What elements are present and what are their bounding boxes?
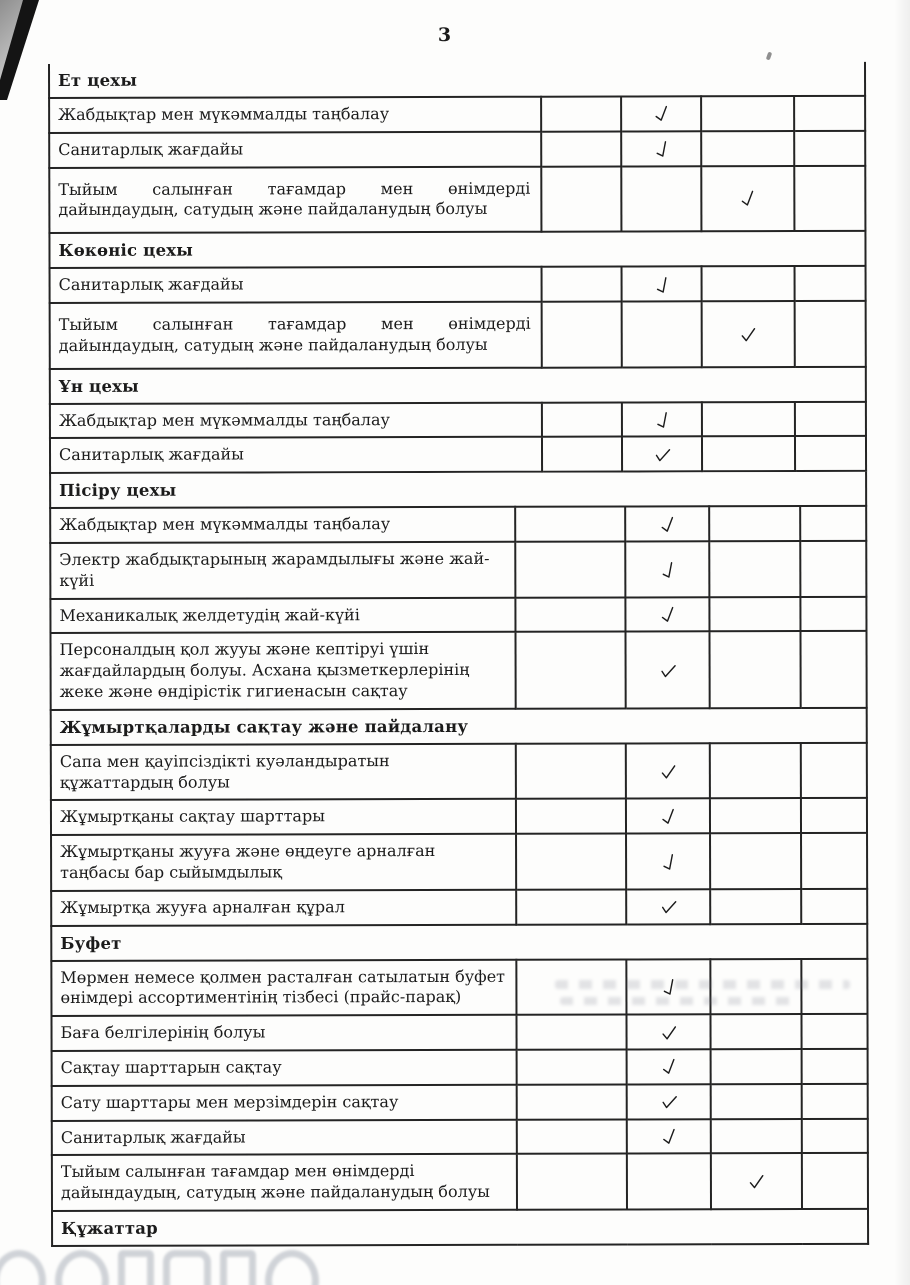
row-description-cell	[50, 402, 542, 438]
checkmark-icon	[738, 325, 759, 344]
ink-bleedthrough-line	[560, 997, 800, 1005]
check-cell-2	[627, 1154, 711, 1210]
scan-edge-shadow	[894, 0, 910, 1285]
check-cell-3	[711, 1119, 802, 1154]
row-label: Жабдықтар мен мүкәммалды таңбалау	[58, 104, 390, 124]
checkmark-icon	[655, 850, 682, 876]
section-header-cell	[51, 708, 867, 745]
check-cell-2	[625, 506, 709, 541]
check-cell-1	[515, 597, 625, 632]
check-cell-2	[622, 437, 702, 472]
section-header-cell	[50, 472, 866, 508]
check-cell-1	[542, 267, 622, 302]
row-label: Санитарлық жағдайы	[58, 139, 244, 159]
check-cell-1	[517, 1084, 627, 1119]
check-cell-1	[516, 799, 626, 834]
check-cell-2	[627, 1049, 711, 1084]
check-cell-1	[541, 131, 621, 166]
check-cell-3	[709, 506, 800, 541]
checkmark-icon	[654, 558, 681, 584]
checklist-row	[49, 165, 865, 233]
check-cell-3	[710, 798, 801, 833]
checkmark-icon	[657, 896, 680, 917]
check-cell-4	[800, 506, 866, 541]
checklist-row	[50, 596, 866, 633]
checkmark-icon	[746, 1172, 767, 1191]
check-cell-3	[711, 1084, 802, 1119]
check-cell-4	[795, 266, 866, 301]
row-description-cell	[52, 1154, 517, 1211]
check-cell-2	[627, 1119, 711, 1154]
check-cell-2	[621, 96, 701, 131]
section-title: Буфет	[60, 933, 122, 953]
check-cell-3	[710, 743, 801, 799]
check-cell-2	[626, 799, 710, 834]
checklist-row	[52, 1153, 868, 1211]
section-title: Ұн цехы	[58, 376, 139, 396]
check-cell-1	[517, 1049, 627, 1084]
checklist-row	[52, 1084, 868, 1121]
section-header-cell	[52, 1209, 868, 1246]
row-label: Сақтау шарттарын сақтау	[60, 1057, 282, 1077]
row-description-cell	[51, 959, 516, 1016]
check-cell-3	[709, 631, 800, 708]
checkmark-icon	[649, 103, 674, 127]
check-cell-4	[801, 889, 867, 924]
check-cell-1	[515, 632, 625, 709]
check-cell-4	[801, 743, 867, 799]
check-cell-3	[702, 301, 795, 367]
checklist-row	[52, 1118, 868, 1155]
checklist-row	[49, 131, 865, 168]
row-description-cell	[51, 890, 516, 926]
row-label: Персоналдың қол жууы және кептіруі үшін жағдайлардың болуы. Асхана қызметкерлерінің жеке және өндірістік гигиенасын сақтау	[59, 639, 470, 701]
checkmark-icon	[658, 1023, 679, 1042]
row-description-cell	[49, 97, 541, 133]
checklist-row	[49, 96, 865, 133]
row-description-cell	[50, 437, 542, 473]
row-label: Тыйым салынған тағамдар мен өнімдерді дайындаудың, сатудың және пайдаланудың болуы	[58, 313, 531, 355]
row-description-cell	[50, 267, 542, 303]
checkmark-icon	[735, 187, 760, 211]
row-description-cell	[52, 1084, 517, 1120]
checklist-row	[51, 833, 867, 891]
bleedthrough-glyph	[118, 1250, 154, 1285]
section-header-cell	[50, 366, 866, 403]
row-description-cell	[52, 1119, 517, 1155]
checklist-row	[50, 301, 866, 369]
check-cell-4	[801, 833, 867, 889]
row-label: Жұмыртқаны жууға және өңдеуге арналған таңбасы бар сыйымдылық	[60, 841, 436, 882]
check-cell-2	[621, 131, 701, 166]
check-cell-4	[801, 798, 867, 833]
section-title: Құжаттар	[61, 1218, 158, 1238]
row-description-cell	[49, 166, 541, 233]
check-cell-4	[795, 436, 866, 471]
section-header-row	[52, 1209, 868, 1246]
check-cell-3	[701, 96, 794, 131]
row-label: Баға белгілерінің болуы	[60, 1022, 266, 1043]
row-description-cell	[51, 799, 516, 835]
checklist-row	[50, 631, 866, 710]
row-label: Сату шарттары мен мерзімдерін сақтау	[60, 1091, 399, 1112]
checkmark-icon	[655, 603, 680, 627]
section-header-row	[50, 472, 866, 508]
section-header-row	[51, 708, 867, 745]
check-cell-2	[626, 889, 710, 924]
check-cell-3	[702, 436, 795, 471]
check-cell-1	[516, 834, 626, 890]
check-cell-3	[701, 131, 794, 166]
section-title: Пісіру цехы	[59, 480, 177, 501]
check-cell-2	[625, 632, 709, 709]
check-cell-4	[795, 401, 866, 436]
row-description-cell	[51, 744, 516, 801]
check-cell-2	[622, 301, 702, 367]
row-label: Тыйым салынған тағамдар мен өнімдерді дайындаудың, сатудың және пайдаланудың болуы	[60, 1161, 490, 1203]
checklist-row	[51, 743, 867, 801]
check-cell-2	[622, 266, 702, 301]
bleedthrough-glyph	[265, 1250, 319, 1285]
page-number: 3	[437, 24, 453, 46]
checkmark-icon	[657, 762, 678, 781]
check-cell-1	[517, 1154, 627, 1210]
check-cell-3	[711, 1153, 802, 1209]
checkmark-icon	[656, 660, 679, 681]
checkmark-icon	[657, 1091, 680, 1112]
row-description-cell	[51, 1015, 516, 1051]
check-cell-3	[710, 889, 801, 924]
bleedthrough-stamp	[0, 1250, 319, 1285]
check-cell-3	[711, 1049, 802, 1084]
check-cell-4	[800, 631, 866, 708]
section-header-row	[49, 62, 865, 98]
bleedthrough-glyph	[0, 1250, 46, 1285]
section-header-cell	[49, 231, 865, 268]
check-cell-4	[795, 301, 866, 367]
check-cell-1	[516, 889, 626, 924]
checkmark-icon	[649, 272, 676, 298]
check-cell-1	[542, 402, 622, 437]
row-description-cell	[50, 632, 515, 710]
row-label: Санитарлық жағдайы	[60, 1127, 246, 1147]
check-cell-1	[515, 507, 625, 542]
section-header-row	[51, 923, 867, 960]
check-cell-1	[517, 1119, 627, 1154]
ink-bleedthrough-line	[555, 980, 850, 989]
check-cell-1	[516, 743, 626, 799]
check-cell-4	[802, 1118, 868, 1153]
check-cell-2	[626, 833, 710, 889]
row-description-cell	[50, 542, 515, 599]
checklist-row	[50, 506, 866, 543]
inspection-checklist-table	[48, 62, 869, 1247]
checklist-row	[52, 1049, 868, 1086]
row-label: Жабдықтар мен мүкәммалды таңбалау	[58, 409, 390, 430]
check-cell-2	[625, 597, 709, 632]
check-cell-3	[709, 541, 800, 597]
checkmark-icon	[655, 513, 680, 537]
check-cell-3	[710, 833, 801, 889]
section-title: Жұмыртқаларды сақтау және пайдалану	[59, 716, 469, 737]
checkmark-icon	[656, 1125, 681, 1149]
checklist-row	[51, 889, 867, 926]
checklist-row	[51, 798, 867, 835]
row-label: Санитарлық жағдайы	[58, 274, 244, 295]
section-header-cell	[49, 62, 865, 98]
section-header-row	[49, 231, 865, 268]
row-label: Жұмыртқа жууға арналған құрал	[60, 896, 345, 917]
check-cell-4	[794, 131, 865, 166]
row-description-cell	[50, 507, 515, 543]
scan-speck	[766, 52, 772, 61]
check-cell-4	[800, 541, 866, 597]
check-cell-3	[710, 1014, 801, 1049]
row-label: Сапа мен қауіпсіздікті куәландыратын құжаттардың болуы	[59, 750, 390, 792]
row-label: Механикалық желдетудің жай-күйі	[59, 604, 360, 625]
check-cell-2	[626, 743, 710, 799]
checkmark-icon	[649, 408, 676, 434]
checkmark-icon	[655, 805, 680, 829]
check-cell-1	[541, 96, 621, 131]
check-cell-2	[626, 1014, 710, 1049]
check-cell-3	[702, 402, 795, 437]
check-cell-1	[516, 1015, 626, 1050]
check-cell-2	[621, 166, 701, 232]
check-cell-4	[794, 96, 865, 131]
row-label: Электр жабдықтарының жарамдылығы және жай-күйі	[59, 548, 490, 590]
bleedthrough-glyph	[55, 1250, 109, 1285]
row-label: Жұмыртқаны сақтау шарттары	[59, 806, 325, 827]
row-description-cell	[49, 132, 541, 168]
row-description-cell	[50, 302, 542, 369]
checklist-row	[50, 401, 866, 438]
row-description-cell	[51, 834, 516, 891]
checkmark-icon	[648, 137, 675, 163]
checklist-row	[51, 1014, 867, 1051]
checklist-row	[50, 541, 866, 599]
check-cell-4	[802, 1084, 868, 1119]
check-cell-2	[627, 1084, 711, 1119]
check-cell-3	[702, 266, 795, 301]
section-title: Көкөніс цехы	[58, 240, 194, 261]
check-cell-4	[802, 1153, 868, 1209]
checkmark-icon	[656, 1055, 681, 1079]
section-header-row	[50, 366, 866, 403]
check-cell-4	[794, 165, 865, 231]
row-label: Мөрмен немесе қолмен расталған сатылатын буфет өнімдері ассортиментінің тізбесі (прайс-парақ)	[60, 966, 506, 1008]
row-label: Жабдықтар мен мүкәммалды таңбалау	[59, 514, 391, 535]
bleedthrough-glyph	[163, 1250, 211, 1285]
checklist-row	[50, 266, 866, 303]
check-cell-1	[515, 541, 625, 597]
check-cell-1	[542, 301, 622, 367]
check-cell-1	[542, 437, 622, 472]
row-description-cell	[52, 1050, 517, 1086]
checklist-table-narrow	[49, 472, 869, 1247]
section-header-cell	[51, 923, 867, 960]
check-cell-4	[802, 1049, 868, 1084]
check-cell-2	[625, 541, 709, 597]
check-cell-2	[622, 402, 702, 437]
checkmark-icon	[650, 444, 673, 465]
check-cell-4	[801, 1014, 867, 1049]
row-label: Тыйым салынған тағамдар мен өнімдерді дайындаудың, сатудың және пайдаланудың болуы	[58, 178, 531, 220]
check-cell-3	[709, 597, 800, 632]
bleedthrough-glyph	[220, 1250, 256, 1285]
checklist-table-wide	[48, 62, 867, 474]
check-cell-4	[800, 596, 866, 631]
checklist-row	[50, 436, 866, 473]
check-cell-3	[701, 166, 794, 232]
check-cell-1	[541, 166, 621, 232]
row-label: Санитарлық жағдайы	[58, 444, 244, 465]
row-description-cell	[50, 597, 515, 633]
section-title: Ет цехы	[58, 70, 138, 90]
